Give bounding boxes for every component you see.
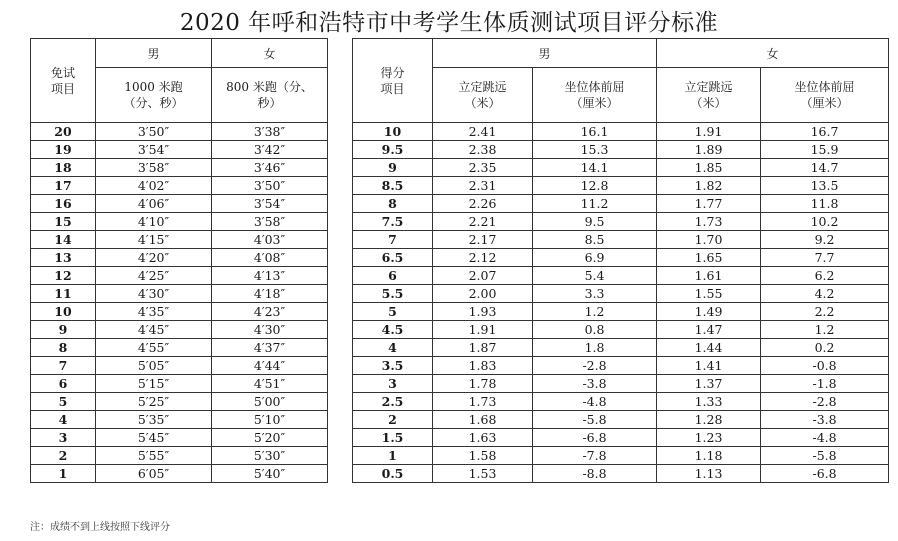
male-long-jump-cell: 2.00	[433, 285, 533, 303]
male-1000m-cell: 4′35″	[96, 303, 212, 321]
male-long-jump-cell: 2.35	[433, 159, 533, 177]
male-long-jump-cell: 2.12	[433, 249, 533, 267]
table-row	[353, 249, 889, 267]
male-sit-reach-cell: 15.3	[533, 141, 657, 159]
male-long-jump-cell: 1.63	[433, 429, 533, 447]
female-sit-reach-cell: 14.7	[761, 159, 889, 177]
female-sit-reach-cell: 10.2	[761, 213, 889, 231]
male-1000m-cell: 4′20″	[96, 249, 212, 267]
table-row	[31, 213, 328, 231]
score-cell: 3	[31, 429, 96, 447]
table-row	[31, 285, 328, 303]
right-female-header: 女	[657, 39, 889, 68]
table-row	[31, 375, 328, 393]
female-long-jump-cell: 1.18	[657, 447, 761, 465]
score-cell: 15	[31, 213, 96, 231]
score-cell: 1	[31, 465, 96, 483]
male-long-jump-cell: 2.31	[433, 177, 533, 195]
male-sit-reach-cell: 5.4	[533, 267, 657, 285]
male-sit-reach-cell: -2.8	[533, 357, 657, 375]
female-long-jump-cell: 1.85	[657, 159, 761, 177]
male-sit-reach-cell: 0.8	[533, 321, 657, 339]
female-sit-reach-cell: 15.9	[761, 141, 889, 159]
female-long-jump-cell: 1.70	[657, 231, 761, 249]
table-row	[31, 447, 328, 465]
table-row	[353, 141, 889, 159]
male-sit-reach-cell: 1.2	[533, 303, 657, 321]
score-cell: 10	[353, 123, 433, 141]
score-cell: 4.5	[353, 321, 433, 339]
score-cell: 17	[31, 177, 96, 195]
female-800m-cell: 3′58″	[212, 213, 328, 231]
female-800m-cell: 5′20″	[212, 429, 328, 447]
male-sit-reach-cell: 16.1	[533, 123, 657, 141]
female-long-jump-cell: 1.82	[657, 177, 761, 195]
male-sit-reach-cell: 1.8	[533, 339, 657, 357]
male-long-jump-cell: 1.53	[433, 465, 533, 483]
table-row	[31, 159, 328, 177]
male-long-jump-cell: 2.07	[433, 267, 533, 285]
female-800m-cell: 4′03″	[212, 231, 328, 249]
score-cell: 20	[31, 123, 96, 141]
female-800m-cell: 5′30″	[212, 447, 328, 465]
score-cell: 2.5	[353, 393, 433, 411]
female-sit-reach-cell: 16.7	[761, 123, 889, 141]
female-800m-cell: 3′50″	[212, 177, 328, 195]
male-1000m-cell: 4′15″	[96, 231, 212, 249]
table-row	[353, 177, 889, 195]
male-sit-reach-cell: 3.3	[533, 285, 657, 303]
left-female-header: 女	[212, 39, 328, 68]
male-sit-reach-cell: 12.8	[533, 177, 657, 195]
score-cell: 16	[31, 195, 96, 213]
score-cell: 7.5	[353, 213, 433, 231]
score-cell: 1	[353, 447, 433, 465]
female-sit-reach-cell: -3.8	[761, 411, 889, 429]
female-sit-reach-cell: -6.8	[761, 465, 889, 483]
female-sit-reach-cell: 11.8	[761, 195, 889, 213]
score-cell: 7	[31, 357, 96, 375]
score-cell: 8	[31, 339, 96, 357]
table-row	[31, 393, 328, 411]
female-long-jump-cell: 1.47	[657, 321, 761, 339]
male-sit-reach-cell: -6.8	[533, 429, 657, 447]
score-cell: 3	[353, 375, 433, 393]
score-cell: 8.5	[353, 177, 433, 195]
female-long-jump-cell: 1.41	[657, 357, 761, 375]
table-row	[353, 267, 889, 285]
female-800m-cell: 5′10″	[212, 411, 328, 429]
table-row	[31, 249, 328, 267]
table-row	[353, 321, 889, 339]
score-cell: 7	[353, 231, 433, 249]
table-row	[353, 339, 889, 357]
male-sit-reach-cell: -4.8	[533, 393, 657, 411]
male-1000m-cell: 4′02″	[96, 177, 212, 195]
female-long-jump-cell: 1.73	[657, 213, 761, 231]
table-row	[353, 357, 889, 375]
male-1000m-cell: 3′58″	[96, 159, 212, 177]
table-row	[31, 321, 328, 339]
male-1000m-cell: 3′54″	[96, 141, 212, 159]
score-cell: 6	[353, 267, 433, 285]
table-row	[353, 213, 889, 231]
male-sit-reach-cell: 9.5	[533, 213, 657, 231]
female-800m-cell: 3′46″	[212, 159, 328, 177]
male-1000m-cell: 5′05″	[96, 357, 212, 375]
table-row	[353, 195, 889, 213]
table-row	[31, 231, 328, 249]
table-row	[353, 285, 889, 303]
female-sit-reach-cell: 13.5	[761, 177, 889, 195]
female-sit-reach-cell: -2.8	[761, 393, 889, 411]
male-sit-reach-cell: -5.8	[533, 411, 657, 429]
male-sit-reach-cell: 6.9	[533, 249, 657, 267]
male-sit-reach-header: 坐位体前屈 （厘米）	[533, 68, 657, 123]
table-row	[31, 141, 328, 159]
female-800m-cell: 3′54″	[212, 195, 328, 213]
female-long-jump-cell: 1.28	[657, 411, 761, 429]
score-cell: 8	[353, 195, 433, 213]
male-long-jump-cell: 2.38	[433, 141, 533, 159]
left-row-header: 免试 项目	[31, 39, 96, 123]
female-long-jump-cell: 1.44	[657, 339, 761, 357]
table-row	[31, 357, 328, 375]
score-cell: 6	[31, 375, 96, 393]
table-row	[353, 393, 889, 411]
table-row	[31, 339, 328, 357]
female-long-jump-cell: 1.13	[657, 465, 761, 483]
male-sit-reach-cell: -3.8	[533, 375, 657, 393]
score-cell: 4	[31, 411, 96, 429]
female-sit-reach-cell: 1.2	[761, 321, 889, 339]
male-long-jump-cell: 1.78	[433, 375, 533, 393]
table-row	[31, 123, 328, 141]
table-row	[353, 375, 889, 393]
female-long-jump-cell: 1.77	[657, 195, 761, 213]
female-long-jump-cell: 1.33	[657, 393, 761, 411]
male-1000m-cell: 4′55″	[96, 339, 212, 357]
male-long-jump-cell: 1.68	[433, 411, 533, 429]
page-title: 2020 年呼和浩特市中考学生体质测试项目评分标准	[179, 10, 719, 36]
female-long-jump-cell: 1.23	[657, 429, 761, 447]
male-sit-reach-cell: -8.8	[533, 465, 657, 483]
male-1000m-cell: 5′45″	[96, 429, 212, 447]
running-score-table	[30, 38, 328, 483]
male-sit-reach-cell: 8.5	[533, 231, 657, 249]
female-800m-cell: 5′00″	[212, 393, 328, 411]
male-1000m-cell: 6′05″	[96, 465, 212, 483]
table-row	[31, 411, 328, 429]
table-row	[31, 429, 328, 447]
female-long-jump-cell: 1.61	[657, 267, 761, 285]
female-long-jump-cell: 1.65	[657, 249, 761, 267]
score-cell: 14	[31, 231, 96, 249]
left-male-header: 男	[96, 39, 212, 68]
male-1000m-cell: 5′55″	[96, 447, 212, 465]
female-long-jump-cell: 1.37	[657, 375, 761, 393]
male-long-jump-cell: 2.17	[433, 231, 533, 249]
male-long-jump-header: 立定跳远 （米）	[433, 68, 533, 123]
table-row	[353, 411, 889, 429]
female-800m-cell: 4′37″	[212, 339, 328, 357]
female-800m-cell: 4′51″	[212, 375, 328, 393]
male-long-jump-cell: 2.41	[433, 123, 533, 141]
footnote: 注：成绩不到上线按照下线评分	[30, 522, 170, 533]
score-cell: 13	[31, 249, 96, 267]
male-long-jump-cell: 1.93	[433, 303, 533, 321]
female-800m-cell: 4′30″	[212, 321, 328, 339]
score-cell: 5	[353, 303, 433, 321]
score-cell: 9	[353, 159, 433, 177]
female-sit-reach-cell: -4.8	[761, 429, 889, 447]
male-sit-reach-cell: 11.2	[533, 195, 657, 213]
female-sit-reach-header: 坐位体前屈 （厘米）	[761, 68, 889, 123]
score-cell: 12	[31, 267, 96, 285]
table-row	[31, 195, 328, 213]
female-800m-cell: 5′40″	[212, 465, 328, 483]
male-long-jump-cell: 1.87	[433, 339, 533, 357]
female-800m-cell: 3′42″	[212, 141, 328, 159]
table-row	[353, 123, 889, 141]
female-sit-reach-cell: 0.2	[761, 339, 889, 357]
male-1000m-cell: 5′35″	[96, 411, 212, 429]
score-cell: 19	[31, 141, 96, 159]
score-cell: 6.5	[353, 249, 433, 267]
male-long-jump-cell: 1.73	[433, 393, 533, 411]
right-row-header: 得分 项目	[353, 39, 433, 123]
female-800m-cell: 4′23″	[212, 303, 328, 321]
male-sit-reach-cell: 14.1	[533, 159, 657, 177]
female-800m-cell: 4′13″	[212, 267, 328, 285]
male-long-jump-cell: 1.58	[433, 447, 533, 465]
male-long-jump-cell: 2.26	[433, 195, 533, 213]
male-1000m-cell: 4′10″	[96, 213, 212, 231]
male-1000m-cell: 5′15″	[96, 375, 212, 393]
table-row	[31, 303, 328, 321]
female-sit-reach-cell: 7.7	[761, 249, 889, 267]
table-row	[353, 159, 889, 177]
female-sit-reach-cell: 6.2	[761, 267, 889, 285]
table-row	[353, 447, 889, 465]
score-cell: 18	[31, 159, 96, 177]
score-cell: 2	[353, 411, 433, 429]
table-row	[353, 231, 889, 249]
male-1000m-cell: 4′06″	[96, 195, 212, 213]
table-row	[31, 465, 328, 483]
score-cell: 2	[31, 447, 96, 465]
score-cell: 5.5	[353, 285, 433, 303]
score-cell: 9	[31, 321, 96, 339]
female-800m-header: 800 米跑（分、 秒）	[212, 68, 328, 123]
score-cell: 9.5	[353, 141, 433, 159]
male-long-jump-cell: 1.91	[433, 321, 533, 339]
female-long-jump-cell: 1.55	[657, 285, 761, 303]
female-800m-cell: 4′44″	[212, 357, 328, 375]
score-cell: 11	[31, 285, 96, 303]
right-male-header: 男	[433, 39, 657, 68]
female-long-jump-cell: 1.89	[657, 141, 761, 159]
male-long-jump-cell: 1.83	[433, 357, 533, 375]
score-cell: 3.5	[353, 357, 433, 375]
male-1000m-cell: 4′25″	[96, 267, 212, 285]
female-800m-cell: 4′18″	[212, 285, 328, 303]
table-row	[31, 177, 328, 195]
female-sit-reach-cell: 4.2	[761, 285, 889, 303]
female-800m-cell: 4′08″	[212, 249, 328, 267]
jump-reach-score-table	[352, 38, 889, 483]
female-sit-reach-cell: 2.2	[761, 303, 889, 321]
female-sit-reach-cell: -0.8	[761, 357, 889, 375]
score-cell: 1.5	[353, 429, 433, 447]
male-1000m-cell: 3′50″	[96, 123, 212, 141]
male-1000m-cell: 5′25″	[96, 393, 212, 411]
male-1000m-header: 1000 米跑 （分、秒）	[96, 68, 212, 123]
male-long-jump-cell: 2.21	[433, 213, 533, 231]
table-row	[353, 465, 889, 483]
male-sit-reach-cell: -7.8	[533, 447, 657, 465]
female-long-jump-cell: 1.49	[657, 303, 761, 321]
female-800m-cell: 3′38″	[212, 123, 328, 141]
score-cell: 10	[31, 303, 96, 321]
score-cell: 4	[353, 339, 433, 357]
male-1000m-cell: 4′30″	[96, 285, 212, 303]
score-cell: 5	[31, 393, 96, 411]
female-sit-reach-cell: -1.8	[761, 375, 889, 393]
score-cell: 0.5	[353, 465, 433, 483]
female-sit-reach-cell: 9.2	[761, 231, 889, 249]
male-1000m-cell: 4′45″	[96, 321, 212, 339]
female-sit-reach-cell: -5.8	[761, 447, 889, 465]
female-long-jump-header: 立定跳远 （米）	[657, 68, 761, 123]
table-row	[353, 429, 889, 447]
table-row	[353, 303, 889, 321]
table-row	[31, 267, 328, 285]
female-long-jump-cell: 1.91	[657, 123, 761, 141]
